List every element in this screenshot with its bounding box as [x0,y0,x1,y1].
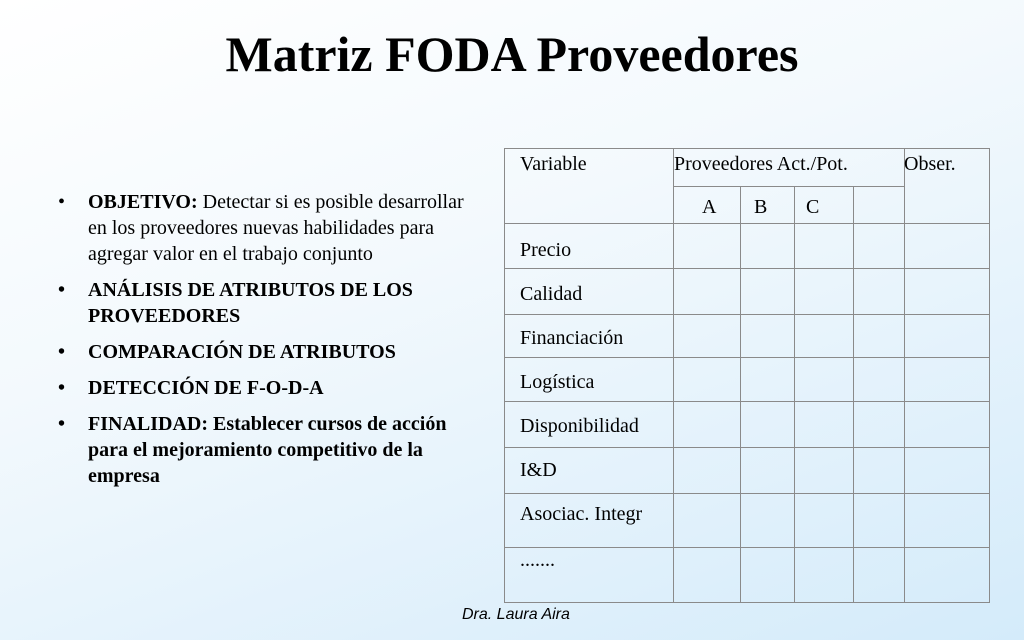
row-label: Calidad [520,283,583,305]
bullet-finalidad-text: FINALIDAD: Establecer cursos de acción para el mejoramiento competitivo de la empresa [88,413,447,487]
bullet-dot: • [58,191,66,213]
header-suppliers: Proveedores Act./Pot. [674,153,848,175]
bullet-objetivo-text: Detectar si es posible desarrollar en los proveedores nuevas habilidades para agregar valor en el trabajo conjunto [88,191,464,265]
bullet-objetivo [56,189,476,267]
bullet-dot: • [58,341,66,363]
row-label: Precio [520,239,572,261]
bullet-analisis [56,277,476,329]
bullet-list [56,189,476,499]
bullet-comparacion [56,339,476,365]
bullet-analisis-text: ANÁLISIS DE ATRIBUTOS DE LOS PROVEEDORES [88,279,413,327]
row-label: Financiación [520,327,624,349]
subheader-c: C [806,196,820,218]
bullet-finalidad [56,411,476,489]
row-label: Asociac. Integr [520,503,643,525]
bullet-comparacion-text: COMPARACIÓN DE ATRIBUTOS [88,341,396,363]
bullet-dot: • [58,413,66,435]
foda-table [504,148,990,603]
bullet-deteccion [56,375,476,401]
row-label: I&D [520,459,557,481]
subheader-a: A [702,196,717,218]
slide-title: Matriz FODA Proveedores [225,26,799,82]
row-label: ....... [520,549,555,571]
row-label: Disponibilidad [520,415,639,437]
footer-author: Dra. Laura Aira [462,606,570,623]
bullet-dot: • [58,377,66,399]
header-variable: Variable [520,153,587,175]
subheader-b: B [754,196,768,218]
row-label: Logística [520,371,595,393]
bullet-objetivo-label: OBJETIVO: [88,191,198,213]
header-observations: Obser. [904,153,956,175]
bullet-dot: • [58,279,66,301]
bullet-deteccion-text: DETECCIÓN DE F-O-D-A [88,377,324,399]
